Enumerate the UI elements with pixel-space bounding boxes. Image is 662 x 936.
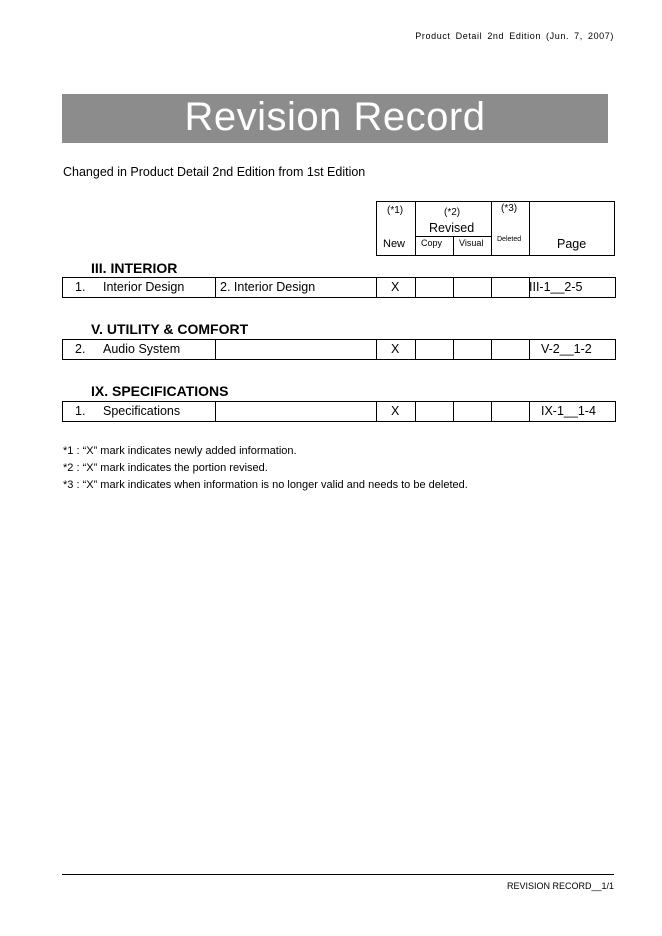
table-row — [62, 339, 616, 360]
column-header — [376, 201, 615, 256]
copy-header: Copy — [421, 238, 443, 248]
row-page: V-2__1-2 — [541, 342, 592, 356]
row-number: 1. — [75, 404, 86, 418]
edition-header: Product Detail 2nd Edition (Jun. 7, 2007) — [415, 31, 614, 41]
row-new-mark: X — [391, 404, 400, 418]
page-title: Revision Record — [184, 95, 486, 139]
revised-note: (*2) — [444, 207, 461, 218]
section-title: IX. SPECIFICATIONS — [91, 383, 229, 399]
row-new-mark: X — [391, 342, 400, 356]
footnote-3: *3 : “X” mark indicates when information is no longer valid and needs to be deleted. — [63, 479, 468, 491]
subtitle: Changed in Product Detail 2nd Edition from 1st Edition — [63, 165, 366, 179]
row-number: 2. — [75, 342, 86, 356]
section-title: V. UTILITY & COMFORT — [91, 321, 249, 337]
row-detail: 2. Interior Design — [220, 280, 316, 294]
page-header: Page — [557, 237, 587, 251]
page-footer: REVISION RECORD__1/1 — [506, 881, 614, 891]
row-page: III-1__2-5 — [529, 280, 583, 294]
row-item: Audio System — [103, 342, 181, 356]
title-banner — [62, 94, 608, 143]
section-title: III. INTERIOR — [91, 260, 178, 276]
deleted-note: (*3) — [501, 203, 518, 214]
visual-header: Visual — [459, 238, 484, 248]
row-item: Specifications — [103, 404, 181, 418]
new-header: New — [383, 238, 406, 250]
deleted-header: Deleted — [497, 236, 522, 243]
row-page: IX-1__1-4 — [541, 404, 596, 418]
new-note: (*1) — [387, 205, 404, 216]
row-item: Interior Design — [103, 280, 185, 294]
table-row — [62, 401, 616, 422]
row-new-mark: X — [391, 280, 400, 294]
footer-divider — [62, 874, 614, 875]
revised-header: Revised — [429, 221, 475, 235]
row-number: 1. — [75, 280, 86, 294]
table-row — [62, 277, 616, 298]
footnote-2: *2 : “X” mark indicates the portion revised. — [63, 462, 268, 474]
footnote-1: *1 : “X” mark indicates newly added information. — [63, 445, 297, 457]
